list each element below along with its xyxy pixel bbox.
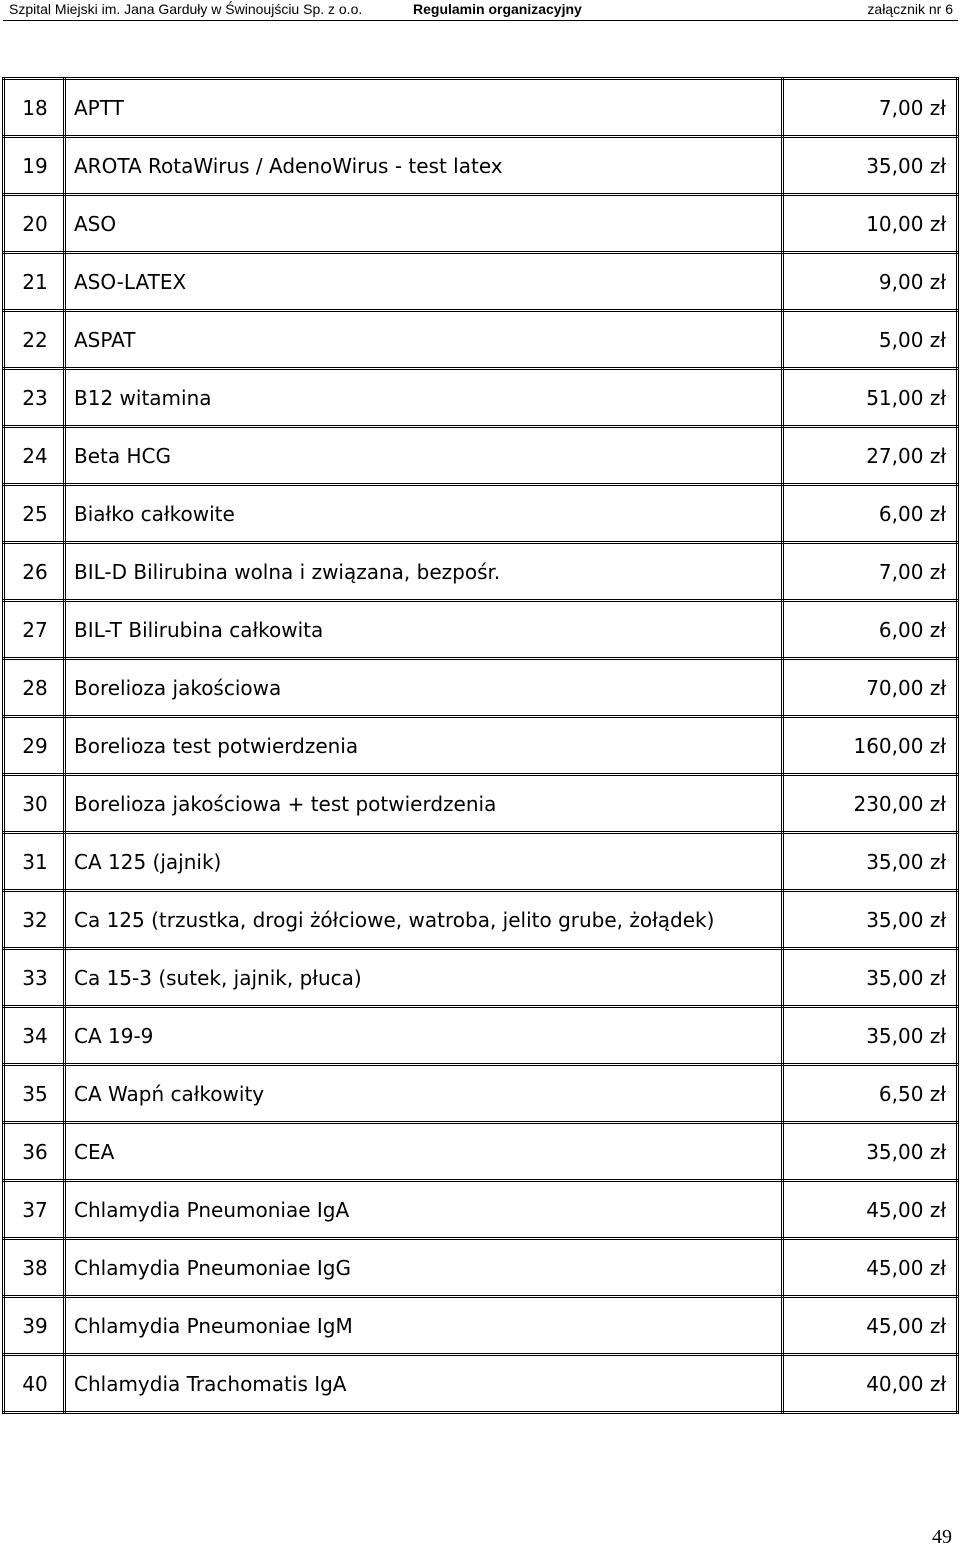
row-number: 38 [4,1239,65,1297]
test-name: BIL-T Bilirubina całkowita [65,601,783,659]
test-price: 51,00 zł [783,369,958,427]
test-name: Chlamydia Pneumoniae IgA [65,1181,783,1239]
row-number: 24 [4,427,65,485]
table-row [4,1181,958,1239]
hospital-name: Szpital Miejski im. Jana Garduły w Świnoujściu Sp. z o.o. [9,1,363,17]
table-row [4,195,958,253]
row-number: 35 [4,1065,65,1123]
row-number: 34 [4,1007,65,1065]
table-row [4,601,958,659]
table-row [4,1297,958,1355]
table-row [4,717,958,775]
table-row [4,1065,958,1123]
test-price: 40,00 zł [783,1355,958,1413]
table-row [4,949,958,1007]
row-number: 36 [4,1123,65,1181]
document-title: Regulamin organizacyjny [413,1,582,17]
test-price: 6,50 zł [783,1065,958,1123]
test-price: 35,00 zł [783,891,958,949]
table-row [4,543,958,601]
table-row [4,833,958,891]
test-name: APTT [65,79,783,137]
row-number: 31 [4,833,65,891]
test-price: 45,00 zł [783,1239,958,1297]
row-number: 18 [4,79,65,137]
test-name: B12 witamina [65,369,783,427]
test-price: 6,00 zł [783,601,958,659]
test-name: Chlamydia Pneumoniae IgG [65,1239,783,1297]
table-row [4,485,958,543]
test-price: 45,00 zł [783,1181,958,1239]
test-name: CEA [65,1123,783,1181]
test-name: CA 19-9 [65,1007,783,1065]
test-name: Chlamydia Pneumoniae IgM [65,1297,783,1355]
table-row [4,1239,958,1297]
table-row [4,427,958,485]
table-row [4,369,958,427]
table-row [4,659,958,717]
table-row [4,891,958,949]
row-number: 20 [4,195,65,253]
test-price: 35,00 zł [783,949,958,1007]
test-price: 160,00 zł [783,717,958,775]
test-name: ASO-LATEX [65,253,783,311]
row-number: 25 [4,485,65,543]
test-price: 9,00 zł [783,253,958,311]
table-row [4,79,958,137]
test-price: 45,00 zł [783,1297,958,1355]
test-price: 6,00 zł [783,485,958,543]
row-number: 27 [4,601,65,659]
header-divider [3,20,958,21]
test-price: 230,00 zł [783,775,958,833]
test-name: Beta HCG [65,427,783,485]
test-price: 35,00 zł [783,833,958,891]
price-list-table [2,77,959,1414]
test-price: 7,00 zł [783,543,958,601]
row-number: 28 [4,659,65,717]
page-number: 49 [932,1526,952,1548]
test-name: CA 125 (jajnik) [65,833,783,891]
table-row [4,1123,958,1181]
row-number: 30 [4,775,65,833]
test-price: 35,00 zł [783,137,958,195]
row-number: 22 [4,311,65,369]
table-row [4,1355,958,1413]
test-price: 10,00 zł [783,195,958,253]
test-name: Borelioza jakościowa + test potwierdzenia [65,775,783,833]
test-name: Borelioza test potwierdzenia [65,717,783,775]
test-name: CA Wapń całkowity [65,1065,783,1123]
test-name: ASPAT [65,311,783,369]
page-header [0,0,960,20]
table-row [4,137,958,195]
test-price: 35,00 zł [783,1123,958,1181]
row-number: 33 [4,949,65,1007]
test-name: ASO [65,195,783,253]
row-number: 39 [4,1297,65,1355]
test-price: 27,00 zł [783,427,958,485]
attachment-label: załącznik nr 6 [867,1,953,17]
test-name: Białko całkowite [65,485,783,543]
test-price: 35,00 zł [783,1007,958,1065]
table-row [4,253,958,311]
row-number: 40 [4,1355,65,1413]
row-number: 23 [4,369,65,427]
test-price: 7,00 zł [783,79,958,137]
row-number: 32 [4,891,65,949]
test-name: BIL-D Bilirubina wolna i związana, bezpośr. [65,543,783,601]
test-name: Borelioza jakościowa [65,659,783,717]
test-name: AROTA RotaWirus / AdenoWirus - test latex [65,137,783,195]
table-row [4,311,958,369]
test-name: Ca 15-3 (sutek, jajnik, płuca) [65,949,783,1007]
table-row [4,775,958,833]
row-number: 21 [4,253,65,311]
row-number: 37 [4,1181,65,1239]
test-price: 70,00 zł [783,659,958,717]
test-price: 5,00 zł [783,311,958,369]
row-number: 19 [4,137,65,195]
table-row [4,1007,958,1065]
test-name: Chlamydia Trachomatis IgA [65,1355,783,1413]
price-list-body [4,79,958,1413]
row-number: 26 [4,543,65,601]
row-number: 29 [4,717,65,775]
test-name: Ca 125 (trzustka, drogi żółciowe, watroba, jelito grube, żołądek) [65,891,783,949]
